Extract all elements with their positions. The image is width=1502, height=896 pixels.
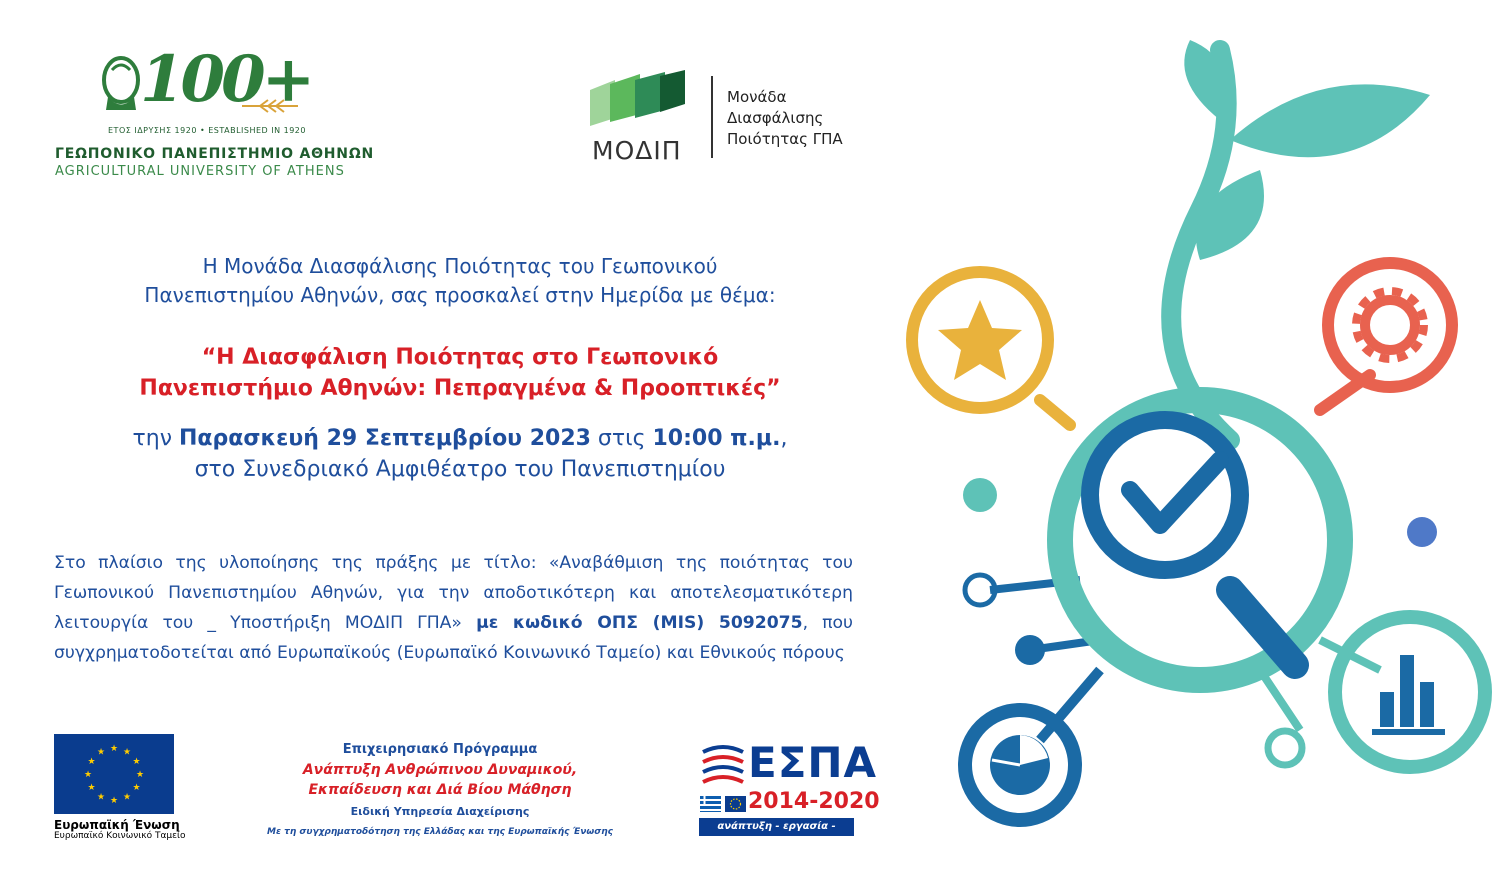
aua-name-gr: ΓΕΩΠΟΝΙΚΟ ΠΑΝΕΠΙΣΤΗΜΙΟ ΑΘΗΝΩΝ (55, 146, 375, 162)
aua-established: ΕΤΟΣ ΙΔΡΥΣΗΣ 1920 • ESTABLISHED IN 1920 (108, 126, 306, 135)
title-line-2: Πανεπιστήμιο Αθηνών: Πεπραγμένα & Προοπτικές” (139, 376, 781, 401)
modip-emblem-icon (585, 70, 695, 130)
dot (963, 478, 997, 512)
invitation-intro (60, 252, 860, 310)
eu-star-icon: ★ (122, 747, 132, 758)
eu-name: Ευρωπαϊκή Ένωση (54, 818, 180, 832)
checkmark-icon (1130, 460, 1220, 525)
project-paragraph (54, 548, 853, 668)
eu-star-icon: ★ (83, 770, 93, 780)
eu-flag-icon (54, 734, 174, 814)
aua-name-en: AGRICULTURAL UNIVERSITY OF ATHENS (55, 164, 345, 179)
eu-star-icon: ★ (96, 747, 106, 758)
modip-divider (711, 76, 713, 158)
quality-illustration (900, 20, 1500, 890)
eu-star-icon: ★ (96, 792, 106, 803)
event-location: στο Συνεδριακό Αμφιθέατρο του Πανεπιστημίου (194, 457, 726, 482)
event-date: Παρασκευή 29 Σεπτεμβρίου 2023 (179, 426, 591, 451)
project-text-2: , που συγχρηματοδοτείται από Ευρωπαϊκούς (Ευρωπαϊκό Κοινωνικό Ταμείο) και Εθνικούς πόρους (54, 613, 853, 663)
eu-star-icon: ★ (87, 783, 96, 793)
star-icon (938, 300, 1022, 380)
intro-line-2: Πανεπιστημίου Αθηνών, σας προσκαλεί στην Ημερίδα με θέμα: (144, 283, 776, 307)
when-mid: στις (590, 426, 653, 451)
when-prefix: την (132, 426, 179, 451)
espa-tagline: ανάπτυξη - εργασία - αλληλεγγύη (699, 818, 854, 836)
dot (1407, 517, 1437, 547)
pie-chart-icon (990, 735, 1050, 795)
eu-fund: Ευρωπαϊκό Κοινωνικό Ταμείο (54, 831, 186, 841)
gear-icon (1356, 291, 1424, 359)
modip-line-1: Μονάδα (727, 88, 787, 106)
aua-hundred-mark: 100+ (140, 42, 312, 117)
aua-head-emblem-icon (96, 52, 146, 112)
event-time: 10:00 π.μ. (652, 426, 781, 451)
dot (1015, 635, 1045, 665)
ep-line-2: Ανάπτυξη Ανθρώπινου Δυναμικού, (302, 762, 578, 778)
leaf-icon (1230, 84, 1430, 157)
title-line-1: “Η Διασφάλιση Ποιότητας στο Γεωπονικό (201, 345, 719, 370)
modip-line-2: Διασφάλισης (727, 109, 824, 127)
modip-line-3: Ποιότητας ΓΠΑ (727, 130, 843, 148)
eu-star-icon: ★ (109, 796, 119, 806)
magnifier-icon (1090, 420, 1240, 570)
project-text-1: Στο πλαίσιο της υλοποίησης της πράξης με τίτλο: «Αναβάθμιση της ποιότητας του Γεωπονικού Πανεπιστημίου Αθηνών, για την αποδοτικότερη και αποτελεσματικότερη λειτουργία του _ Υποστήριξη ΜΟΔΙΠ ΓΠΑ» (54, 553, 853, 633)
eu-star-icon: ★ (135, 770, 145, 780)
ep-line-4: Ειδική Υπηρεσία Διαχείρισης (350, 805, 530, 818)
espa-years: 2014-2020 (748, 789, 880, 814)
espa-word: ΕΣΠΑ (748, 738, 878, 787)
gr-eu-flags-icon (700, 796, 746, 812)
eu-star-icon: ★ (109, 744, 119, 754)
event-when (60, 423, 860, 485)
project-code: με κωδικό ΟΠΣ (MIS) 5092075 (476, 613, 803, 633)
intro-line-1: Η Μονάδα Διασφάλισης Ποιότητας του Γεωπονικού (202, 254, 718, 278)
bar-chart-icon (1372, 655, 1445, 732)
espa-waves-icon (698, 742, 748, 792)
ep-line-1: Επιχειρησιακό Πρόγραμμα (342, 742, 538, 757)
dot (1268, 731, 1302, 765)
eu-star-icon: ★ (132, 783, 141, 793)
event-title (60, 342, 860, 404)
wheat-icon (240, 96, 300, 116)
ep-line-3: Εκπαίδευση και Διά Βίου Μάθηση (308, 782, 572, 798)
eu-star-icon: ★ (132, 757, 141, 767)
gear-circle (1328, 263, 1452, 387)
ep-line-5: Με τη συγχρηματοδότηση της Ελλάδας και της Ευρωπαϊκής Ένωσης (267, 827, 613, 837)
when-line (60, 423, 860, 454)
eu-star-icon: ★ (122, 792, 132, 803)
eu-star-icon: ★ (87, 757, 96, 767)
when-suffix: , (780, 426, 788, 451)
modip-word: ΜΟΔΙΠ (592, 136, 682, 165)
